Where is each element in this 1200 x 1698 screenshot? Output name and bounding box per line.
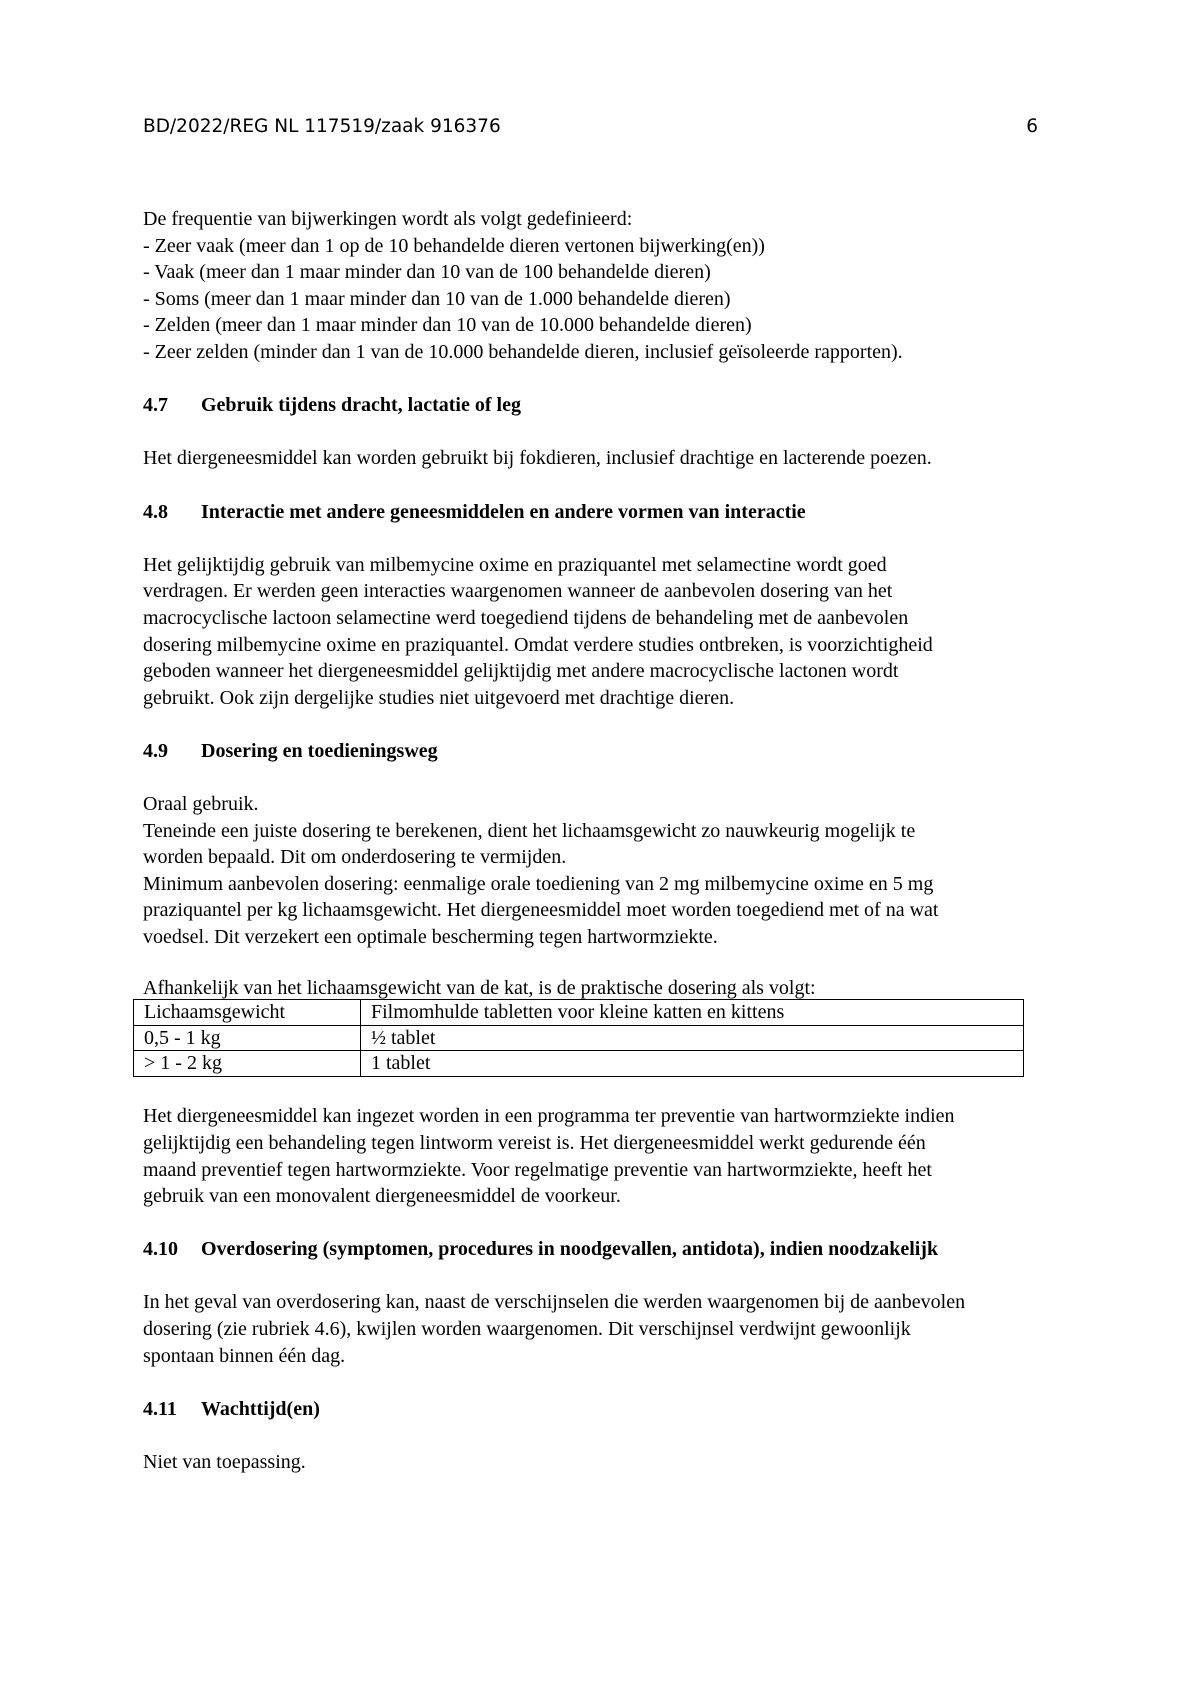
section-number: 4.11 (143, 1397, 177, 1420)
dosage-table (133, 999, 1024, 1077)
table-header-cell: Lichaamsgewicht (134, 1000, 361, 1026)
paragraph-line: gebruik van een monovalent diergeneesmiddel de voorkeur. (143, 1185, 621, 1208)
section-heading-4-10 (143, 1236, 1063, 1263)
paragraph-line: In het geval van overdosering kan, naast de verschijnselen die werden waargenomen bij de aanbevolen (143, 1291, 966, 1314)
table-cell: 0,5 - 1 kg (134, 1025, 361, 1051)
frequency-item: - Zeer zelden (minder dan 1 van de 10.000 behandelde dieren, inclusief geïsoleerde rapporten). (143, 340, 903, 363)
paragraph-line: dosering (zie rubriek 4.6), kwijlen worden waargenomen. Dit verschijnsel verdwijnt gewoonlijk (143, 1318, 911, 1341)
section-title: Overdosering (symptomen, procedures in noodgevallen, antidota), indien noodzakelijk (201, 1238, 939, 1261)
paragraph-line: Teneinde een juiste dosering te berekenen, dient het lichaamsgewicht zo nauwkeurig mogelijk te (143, 819, 916, 842)
paragraph-line: Het gelijktijdig gebruik van milbemycine oxime en praziquantel met selamectine wordt goed (143, 553, 887, 576)
section-heading-4-9 (143, 738, 1063, 765)
paragraph-line: dosering milbemycine oxime en praziquantel. Omdat verdere studies ontbreken, is voorzichtigheid (143, 633, 933, 656)
document-body (143, 206, 1063, 1476)
paragraph-line: Niet van toepassing. (143, 1451, 306, 1474)
section-number: 4.10 (143, 1238, 178, 1261)
paragraph-line: macrocyclische lactoon selamectine werd toegediend tijdens de behandeling met de aanbevolen (143, 606, 909, 629)
paragraph-line: verdragen. Er werden geen interacties waargenomen wanneer de aanbevolen dosering van het (143, 580, 893, 603)
paragraph-line: praziquantel per kg lichaamsgewicht. Het diergeneesmiddel moet worden toegediend met of na wat (143, 899, 939, 922)
table-row (134, 1025, 1024, 1051)
paragraph-line: spontaan binnen één dag. (143, 1344, 346, 1367)
table-header-row (134, 1000, 1024, 1026)
table-header-cell: Filmomhulde tabletten voor kleine katten en kittens (361, 1000, 1024, 1026)
frequency-item: - Zeer vaak (meer dan 1 op de 10 behandelde dieren vertonen bijwerking(en)) (143, 234, 765, 257)
section-number: 4.8 (143, 500, 168, 523)
paragraph-line: geboden wanneer het diergeneesmiddel gelijktijdig met andere macrocyclische lactonen wordt (143, 660, 899, 683)
paragraph-line: worden bepaald. Dit om onderdosering te vermijden. (143, 846, 567, 869)
paragraph-line: Het diergeneesmiddel kan ingezet worden in een programma ter preventie van hartwormziekte indien (143, 1105, 955, 1128)
section-number: 4.7 (143, 394, 168, 417)
section-heading-4-8 (143, 499, 1063, 526)
paragraph-line: voedsel. Dit verzekert een optimale bescherming tegen hartwormziekte. (143, 926, 718, 949)
table-cell: ½ tablet (361, 1025, 1024, 1051)
paragraph-line: maand preventief tegen hartwormziekte. Voor regelmatige preventie van hartwormziekte, heeft het (143, 1158, 932, 1181)
section-number: 4.9 (143, 739, 168, 762)
section-heading-4-7 (143, 392, 1063, 419)
paragraph-line: gelijktijdig een behandeling tegen lintworm vereist is. Het diergeneesmiddel werkt gedurende één (143, 1131, 926, 1154)
frequency-item: - Vaak (meer dan 1 maar minder dan 10 van de 100 behandelde dieren) (143, 261, 711, 284)
section-title: Gebruik tijdens dracht, lactatie of leg (201, 394, 521, 417)
page-header (143, 116, 1038, 137)
table-cell: 1 tablet (361, 1051, 1024, 1077)
paragraph-line: Oraal gebruik. (143, 793, 259, 816)
paragraph-line: Minimum aanbevolen dosering: eenmalige orale toediening van 2 mg milbemycine oxime en 5 mg (143, 872, 934, 895)
paragraph-line: Het diergeneesmiddel kan worden gebruikt bij fokdieren, inclusief drachtige en lacterende poezen. (143, 447, 932, 470)
table-cell: > 1 - 2 kg (134, 1051, 361, 1077)
table-intro: Afhankelijk van het lichaamsgewicht van de kat, is de praktische dosering als volgt: (143, 977, 816, 1000)
section-title: Interactie met andere geneesmiddelen en andere vormen van interactie (201, 500, 806, 523)
table-row (134, 1051, 1024, 1077)
section-title: Dosering en toedieningsweg (201, 739, 438, 762)
frequency-item: - Soms (meer dan 1 maar minder dan 10 van de 1.000 behandelde dieren) (143, 287, 731, 310)
page-number: 6 (1026, 116, 1038, 137)
frequency-intro: De frequentie van bijwerkingen wordt als volgt gedefinieerd: (143, 208, 633, 230)
paragraph-line: gebruikt. Ook zijn dergelijke studies niet uitgevoerd met drachtige dieren. (143, 686, 735, 709)
document-reference: BD/2022/REG NL 117519/zaak 916376 (143, 116, 501, 137)
section-title: Wachttijd(en) (201, 1397, 320, 1420)
frequency-item: - Zelden (meer dan 1 maar minder dan 10 van de 10.000 behandelde dieren) (143, 314, 752, 337)
section-heading-4-11 (143, 1396, 1063, 1423)
